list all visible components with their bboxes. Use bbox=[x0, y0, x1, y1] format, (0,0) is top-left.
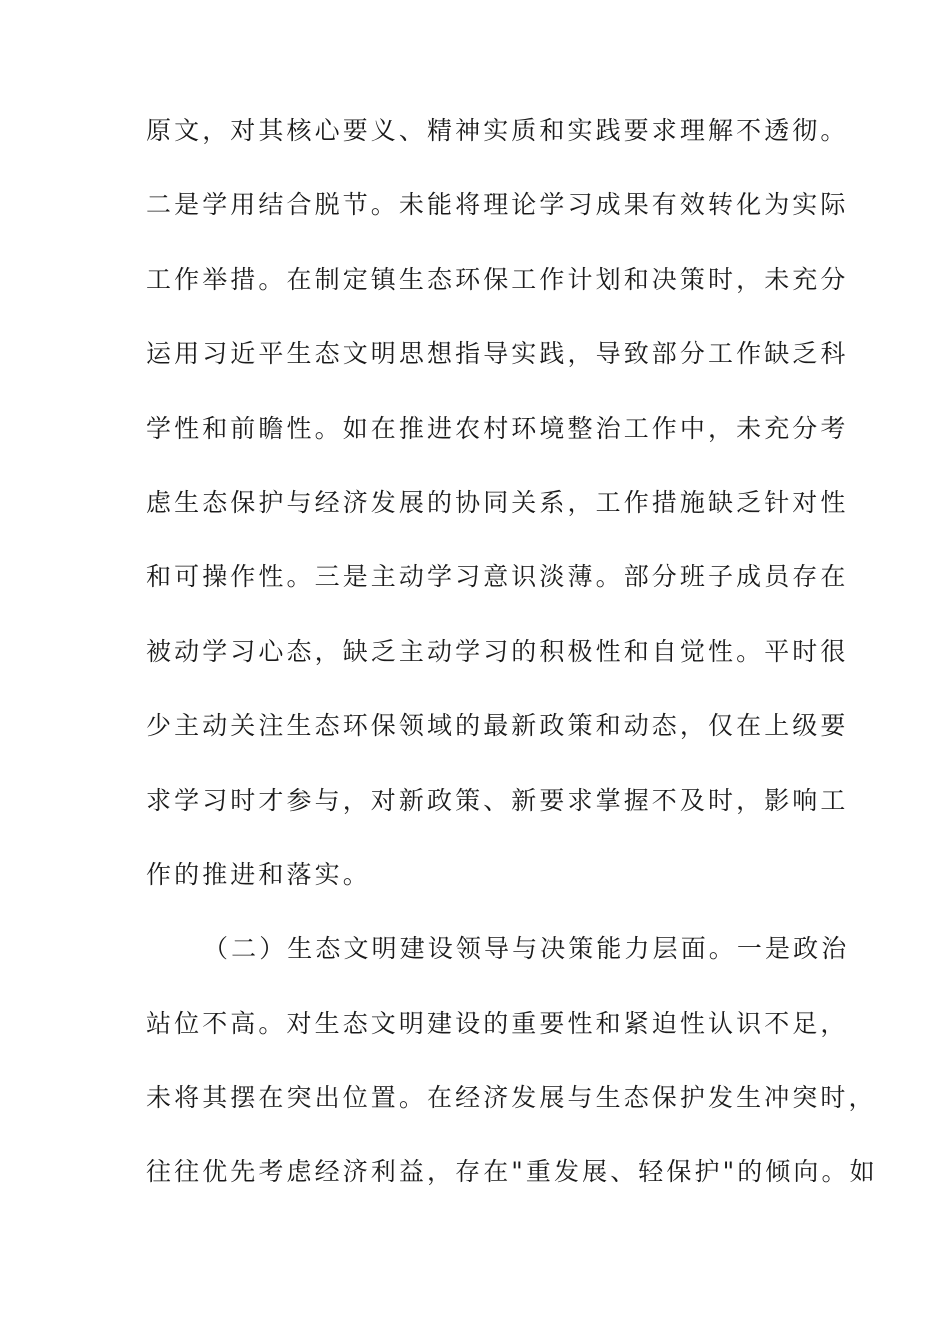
text-line: 少主动关注生态环保领域的最新政策和动态，仅在上级要 bbox=[146, 711, 849, 741]
paragraph-heading-line: （二）生态文明建设领导与决策能力层面。一是政治 bbox=[203, 934, 850, 964]
text-line: 原文，对其核心要义、精神实质和实践要求理解不透彻。 bbox=[146, 116, 849, 145]
text-line: 未将其摆在突出位置。在经济发展与生态保护发生冲突时， bbox=[146, 1083, 877, 1113]
text-line: 学性和前瞻性。如在推进农村环境整治工作中，未充分考 bbox=[146, 413, 849, 443]
text-line: 虑生态保护与经济发展的协同关系，工作措施缺乏针对性 bbox=[146, 487, 849, 517]
text-line: 工作举措。在制定镇生态环保工作计划和决策时，未充分 bbox=[146, 264, 849, 294]
text-line: 往往优先考虑经济利益，存在"重发展、轻保护"的倾向。如 bbox=[146, 1157, 878, 1187]
text-line: 作的推进和落实。 bbox=[146, 859, 371, 889]
text-line: 站位不高。对生态文明建设的重要性和紧迫性认识不足， bbox=[146, 1008, 849, 1038]
text-line: 和可操作性。三是主动学习意识淡薄。部分班子成员存在 bbox=[146, 562, 849, 592]
text-line: 求学习时才参与，对新政策、新要求掌握不及时，影响工 bbox=[146, 785, 849, 815]
text-line: 运用习近平生态文明思想指导实践，导致部分工作缺乏科 bbox=[146, 339, 849, 369]
body-text bbox=[146, 116, 878, 1234]
text-line: 二是学用结合脱节。未能将理论学习成果有效转化为实际 bbox=[146, 190, 849, 220]
text-line: 被动学习心态，缺乏主动学习的积极性和自觉性。平时很 bbox=[146, 636, 849, 666]
